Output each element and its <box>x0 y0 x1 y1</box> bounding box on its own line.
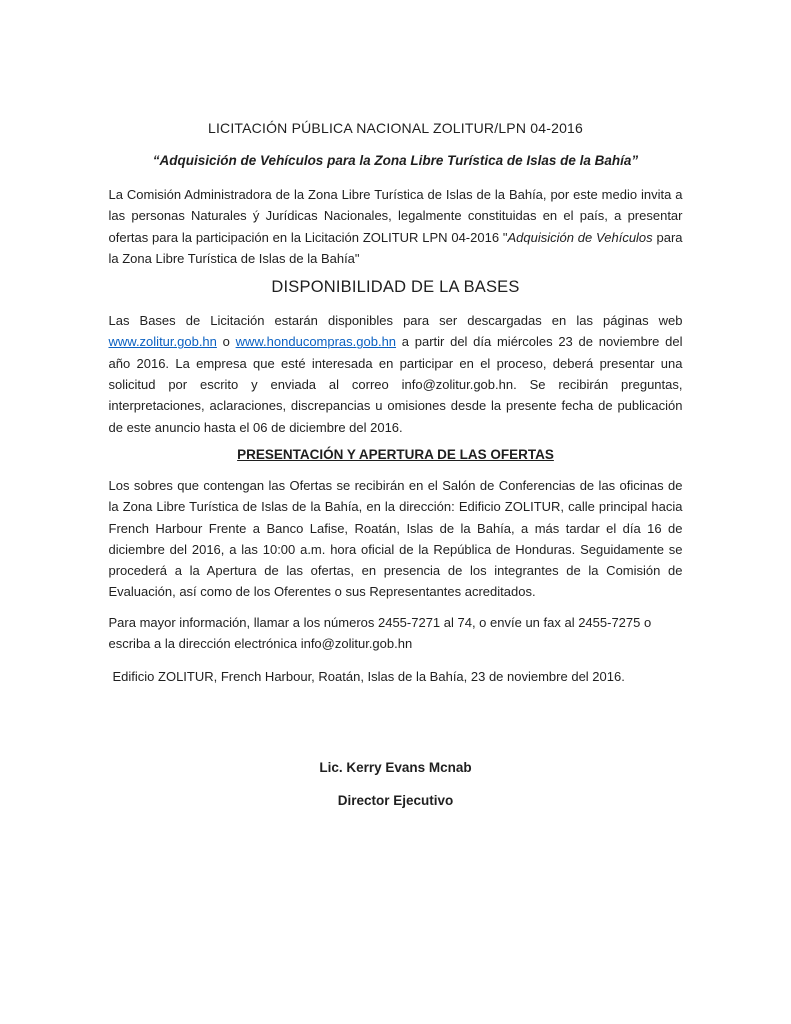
bases-text-3: a partir del día miércoles 23 de noviembre del año 2016. La empresa que esté interesada en participar en el proceso, deberá presentar una solicitud por escrito y enviada al correo info@zolitur.gob.hn. Se recibirán preguntas, interpretaciones, aclaraciones, discrepancias u omisiones desde la presente fecha de publicación de este anuncio hasta el 06 de diciembre del 2016. <box>108 334 683 435</box>
bases-text-2: o <box>216 334 236 350</box>
presentacion-paragraph: Los sobres que contengan las Ofertas se recibirán en el Salón de Conferencias de las oficinas de la Zona Libre Turística de Islas de la Bahía, en la dirección: Edificio ZOLITUR, calle principal hacia French Harbour Frente a Banco Lafise, Roatán, Islas de la Bahía, a más tardar el día 16 de diciembre del 2016, a las 10:00 a.m. hora oficial de la República de Honduras. Seguidamente se procederá a la Apertura de las ofertas, en presencia de los integrantes de la Comisión de Evaluación, así como de los Oferentes o sus Representantes acreditados. <box>108 477 683 600</box>
section-heading-presentacion: PRESENTACIÓN Y APERTURA DE LAS OFERTAS <box>237 446 554 462</box>
location-date-line: Edificio ZOLITUR, French Harbour, Roatán, Islas de la Bahía, 23 de noviembre del 2016. <box>112 669 625 685</box>
intro-paragraph <box>109 184 683 269</box>
bases-text-1: Las Bases de Licitación estarán disponibles para ser descargadas en las páginas web <box>108 313 683 329</box>
document-content <box>109 0 683 808</box>
signatory-title: Director Ejecutivo <box>337 792 454 808</box>
document-title: LICITACIÓN PÚBLICA NACIONAL ZOLITUR/LPN 04-2016 <box>207 120 584 136</box>
zolitur-website-link[interactable]: www.zolitur.gob.hn <box>108 334 217 350</box>
bases-paragraph <box>109 310 683 438</box>
intro-italic-phrase: Adquisición de Vehículos <box>507 229 653 245</box>
signatory-name: Lic. Kerry Evans Mcnab <box>319 759 472 775</box>
signature-block <box>109 760 683 808</box>
section-heading-disponibilidad: DISPONIBILIDAD DE LA BASES <box>271 278 520 297</box>
contact-paragraph: Para mayor información, llamar a los números 2455-7271 al 74, o envíe un fax al 2455-7275 o escriba a la dirección electrónica info@zolitur.gob.hn <box>108 614 652 652</box>
document-subtitle: “Adquisición de Vehículos para la Zona Libre Turística de Islas de la Bahía” <box>152 153 639 168</box>
intro-text-end: para la Zona Libre Turística de Islas de la Bahía" <box>108 229 683 266</box>
honducompras-website-link[interactable]: www.honducompras.gob.hn <box>235 334 397 350</box>
intro-text-start: La Comisión Administradora de la Zona Libre Turística de Islas de la Bahía, por este medio invita a las personas Naturales ý Jurídicas Nacionales, legalmente constituidas en el país, a presentar ofertas para la participación en la Licitación ZOLITUR LPN 04-2016 " <box>108 187 683 245</box>
